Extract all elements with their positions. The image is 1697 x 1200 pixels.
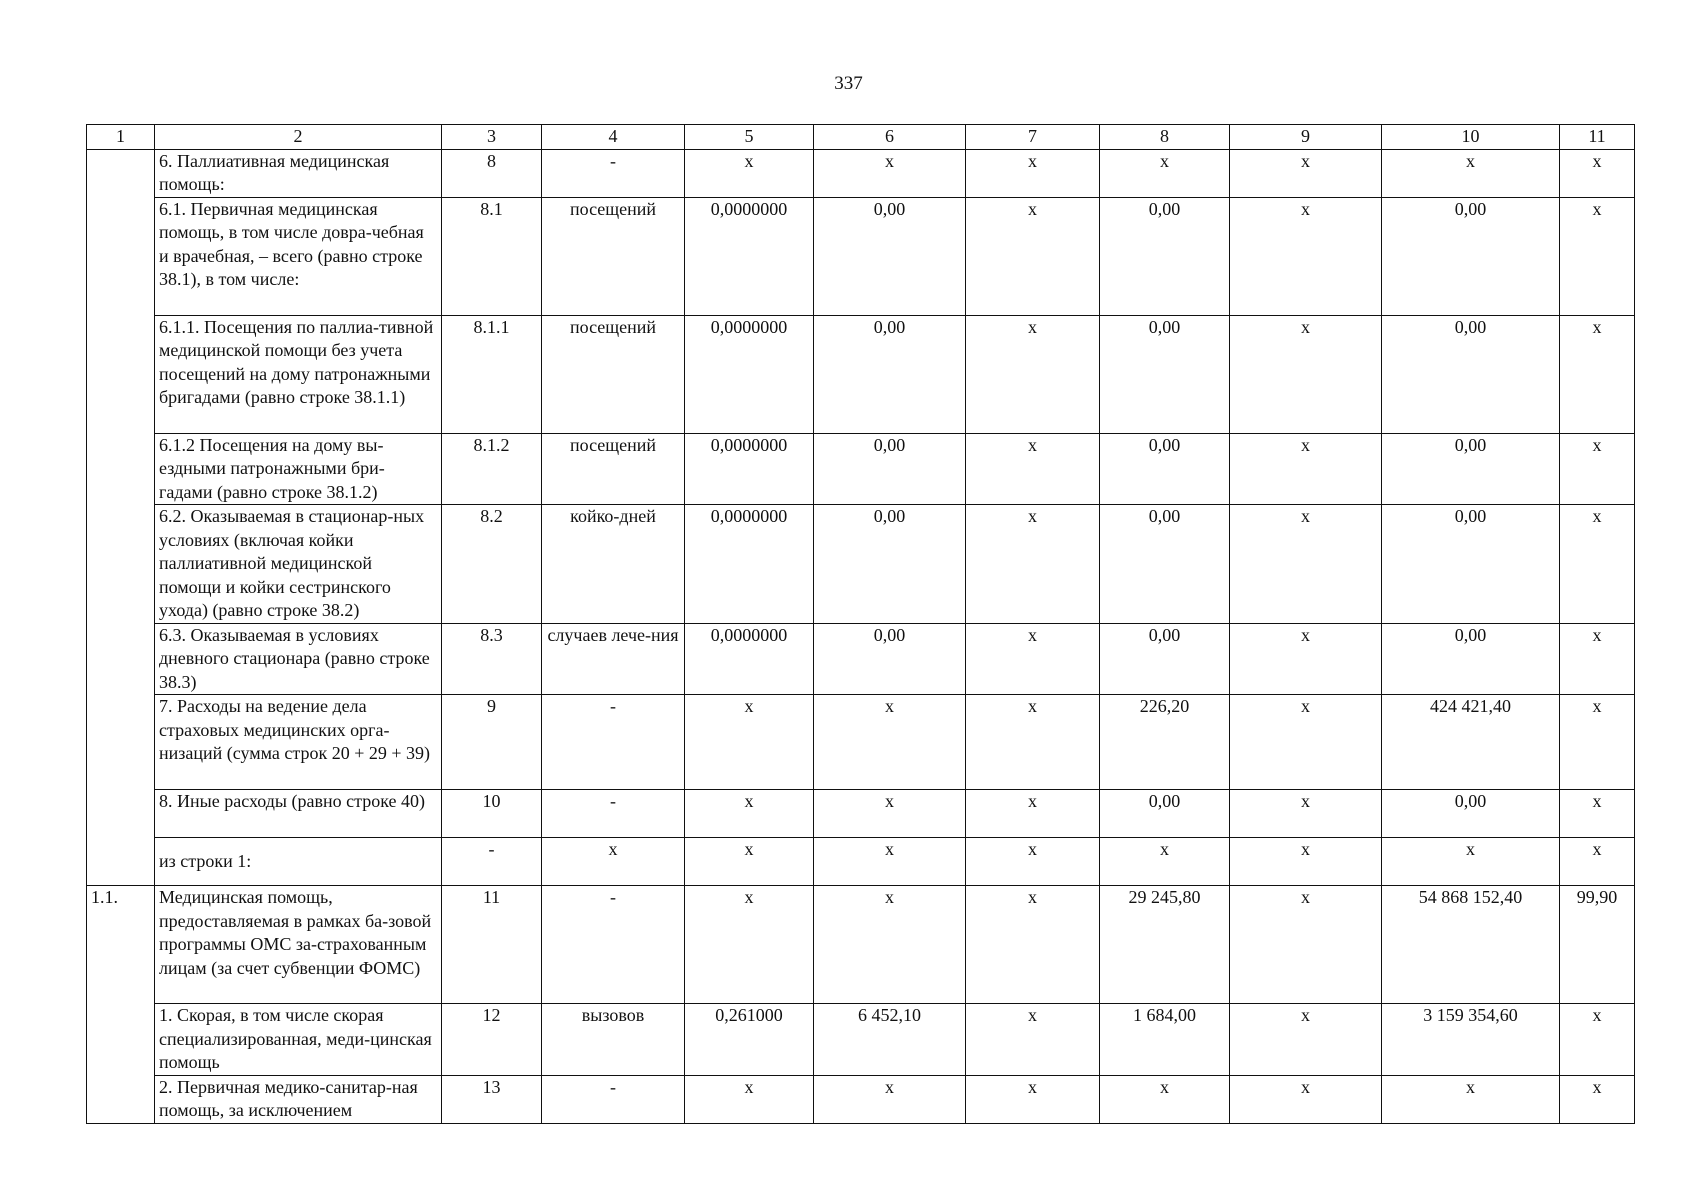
line-code-cell: 9: [442, 695, 542, 790]
value-cell: х: [1230, 623, 1382, 695]
row-name-cell: 8. Иные расходы (равно строке 40): [155, 790, 442, 838]
value-cell: 0,00: [1382, 623, 1560, 695]
value-cell: х: [966, 838, 1100, 886]
value-cell: х: [1560, 197, 1635, 315]
value-cell: х: [966, 315, 1100, 433]
value-cell: х: [1230, 695, 1382, 790]
value-cell: х: [1230, 315, 1382, 433]
column-header: 10: [1382, 125, 1560, 150]
value-cell: х: [814, 695, 966, 790]
value-cell: 3 159 354,60: [1382, 1004, 1560, 1076]
value-cell: 0,00: [1100, 790, 1230, 838]
column-header: 1: [87, 125, 155, 150]
table-row: [87, 838, 1635, 886]
value-cell: х: [685, 838, 814, 886]
value-cell: х: [685, 149, 814, 197]
unit-cell: посещений: [542, 315, 685, 433]
table-row: [87, 623, 1635, 695]
value-cell: х: [966, 505, 1100, 624]
value-cell: 0,00: [1100, 315, 1230, 433]
row-name-cell: 6.1.2 Посещения на дому вы-ездными патронажными бри-гадами (равно строке 38.1.2): [155, 433, 442, 505]
row-name-cell: 7. Расходы на ведение дела страховых медицинских орга-низаций (сумма строк 20 + 29 + 39): [155, 695, 442, 790]
value-cell: х: [1230, 433, 1382, 505]
value-cell: 0,00: [1382, 315, 1560, 433]
value-cell: 54 868 152,40: [1382, 886, 1560, 1004]
table-row: [87, 1075, 1635, 1123]
value-cell: 0,00: [1100, 623, 1230, 695]
unit-cell: -: [542, 695, 685, 790]
value-cell: 0,0000000: [685, 315, 814, 433]
row-number-cell: 1.1.: [87, 886, 155, 1124]
row-name-cell: 6.1. Первичная медицинская помощь, в том числе довра-чебная и врачебная, – всего (равно строке 38.1), в том числе:: [155, 197, 442, 315]
table-row: [87, 695, 1635, 790]
unit-cell: вызовов: [542, 1004, 685, 1076]
value-cell: 0,0000000: [685, 505, 814, 624]
column-header: 9: [1230, 125, 1382, 150]
line-code-cell: -: [442, 838, 542, 886]
value-cell: 424 421,40: [1382, 695, 1560, 790]
value-cell: х: [1230, 790, 1382, 838]
value-cell: х: [814, 1075, 966, 1123]
value-cell: 0,00: [814, 315, 966, 433]
value-cell: х: [1230, 886, 1382, 1004]
line-code-cell: 12: [442, 1004, 542, 1076]
value-cell: х: [1230, 1004, 1382, 1076]
value-cell: х: [1560, 433, 1635, 505]
line-code-cell: 8.3: [442, 623, 542, 695]
value-cell: 0,0000000: [685, 197, 814, 315]
line-code-cell: 11: [442, 886, 542, 1004]
row-name-cell: 2. Первичная медико-санитар-ная помощь, за исключением: [155, 1075, 442, 1123]
value-cell: 29 245,80: [1100, 886, 1230, 1004]
line-code-cell: 8.1: [442, 197, 542, 315]
value-cell: 0,00: [814, 197, 966, 315]
row-name-cell: Медицинская помощь, предоставляемая в рамках ба-зовой программы ОМС за-страхованным лицам (за счет субвенции ФОМС): [155, 886, 442, 1004]
value-cell: х: [966, 695, 1100, 790]
value-cell: х: [966, 433, 1100, 505]
value-cell: х: [1230, 1075, 1382, 1123]
value-cell: х: [1230, 505, 1382, 624]
column-header: 3: [442, 125, 542, 150]
value-cell: х: [1560, 315, 1635, 433]
unit-cell: -: [542, 886, 685, 1004]
unit-cell: посещений: [542, 433, 685, 505]
value-cell: 0,00: [1382, 433, 1560, 505]
value-cell: х: [1560, 623, 1635, 695]
line-code-cell: 10: [442, 790, 542, 838]
value-cell: 1 684,00: [1100, 1004, 1230, 1076]
value-cell: х: [1100, 838, 1230, 886]
row-name-cell: 6.1.1. Посещения по паллиа-тивной медицинской помощи без учета посещений на дому патронажными бригадами (равно строке 38.1.1): [155, 315, 442, 433]
value-cell: х: [685, 1075, 814, 1123]
row-name-cell: из строки 1:: [155, 838, 442, 886]
header-row: [87, 125, 1635, 150]
column-header: 5: [685, 125, 814, 150]
value-cell: 0,00: [1100, 433, 1230, 505]
row-number-cell: [87, 149, 155, 886]
line-code-cell: 8.2: [442, 505, 542, 624]
unit-cell: -: [542, 1075, 685, 1123]
value-cell: 0,00: [1100, 197, 1230, 315]
page-number: 337: [834, 73, 863, 94]
table-row: [87, 197, 1635, 315]
line-code-cell: 8: [442, 149, 542, 197]
value-cell: 0,0000000: [685, 433, 814, 505]
row-name-cell: 1. Скорая, в том числе скорая специализированная, меди-цинская помощь: [155, 1004, 442, 1076]
value-cell: х: [814, 838, 966, 886]
unit-cell: койко-дней: [542, 505, 685, 624]
value-cell: х: [966, 623, 1100, 695]
unit-cell: -: [542, 790, 685, 838]
table-row: [87, 505, 1635, 624]
table-row: [87, 433, 1635, 505]
value-cell: х: [1560, 838, 1635, 886]
column-header: 7: [966, 125, 1100, 150]
table-row: [87, 315, 1635, 433]
value-cell: х: [1382, 838, 1560, 886]
value-cell: х: [685, 695, 814, 790]
row-name-cell: 6.2. Оказываемая в стационар-ных условиях (включая койки паллиативной медицинской помощи и койки сестринского ухода) (равно строке 38.2): [155, 505, 442, 624]
value-cell: х: [966, 197, 1100, 315]
value-cell: х: [1382, 1075, 1560, 1123]
value-cell: х: [966, 790, 1100, 838]
value-cell: х: [1560, 1075, 1635, 1123]
unit-cell: х: [542, 838, 685, 886]
value-cell: х: [1230, 838, 1382, 886]
line-code-cell: 8.1.1: [442, 315, 542, 433]
value-cell: х: [1230, 197, 1382, 315]
unit-cell: посещений: [542, 197, 685, 315]
value-cell: 0,00: [814, 505, 966, 624]
value-cell: х: [966, 1004, 1100, 1076]
value-cell: х: [814, 149, 966, 197]
value-cell: 99,90: [1560, 886, 1635, 1004]
value-cell: х: [1560, 149, 1635, 197]
line-code-cell: 8.1.2: [442, 433, 542, 505]
value-cell: 0,0000000: [685, 623, 814, 695]
value-cell: 0,00: [1382, 790, 1560, 838]
column-header: 11: [1560, 125, 1635, 150]
table-row: [87, 1004, 1635, 1076]
value-cell: х: [966, 886, 1100, 1004]
value-cell: х: [1560, 695, 1635, 790]
value-cell: х: [1100, 149, 1230, 197]
value-cell: 0,00: [1100, 505, 1230, 624]
value-cell: х: [685, 886, 814, 1004]
table-row: [87, 790, 1635, 838]
value-cell: 0,261000: [685, 1004, 814, 1076]
value-cell: х: [814, 886, 966, 1004]
value-cell: х: [814, 790, 966, 838]
value-cell: х: [1560, 1004, 1635, 1076]
column-header: 4: [542, 125, 685, 150]
value-cell: х: [966, 1075, 1100, 1123]
value-cell: 226,20: [1100, 695, 1230, 790]
value-cell: 0,00: [1382, 505, 1560, 624]
value-cell: х: [1382, 149, 1560, 197]
value-cell: х: [1100, 1075, 1230, 1123]
value-cell: х: [1560, 790, 1635, 838]
value-cell: 0,00: [814, 433, 966, 505]
value-cell: х: [1560, 505, 1635, 624]
data-table: [86, 124, 1635, 1124]
value-cell: х: [685, 790, 814, 838]
unit-cell: случаев лече-ния: [542, 623, 685, 695]
row-name-cell: 6.3. Оказываемая в условиях дневного стационара (равно строке 38.3): [155, 623, 442, 695]
value-cell: х: [1230, 149, 1382, 197]
line-code-cell: 13: [442, 1075, 542, 1123]
column-header: 6: [814, 125, 966, 150]
value-cell: 0,00: [1382, 197, 1560, 315]
table-body: [87, 125, 1635, 1124]
row-name-cell: 6. Паллиативная медицинская помощь:: [155, 149, 442, 197]
value-cell: х: [966, 149, 1100, 197]
value-cell: 0,00: [814, 623, 966, 695]
column-header: 8: [1100, 125, 1230, 150]
value-cell: 6 452,10: [814, 1004, 966, 1076]
table-row: [87, 886, 1635, 1004]
unit-cell: -: [542, 149, 685, 197]
table-row: [87, 149, 1635, 197]
column-header: 2: [155, 125, 442, 150]
